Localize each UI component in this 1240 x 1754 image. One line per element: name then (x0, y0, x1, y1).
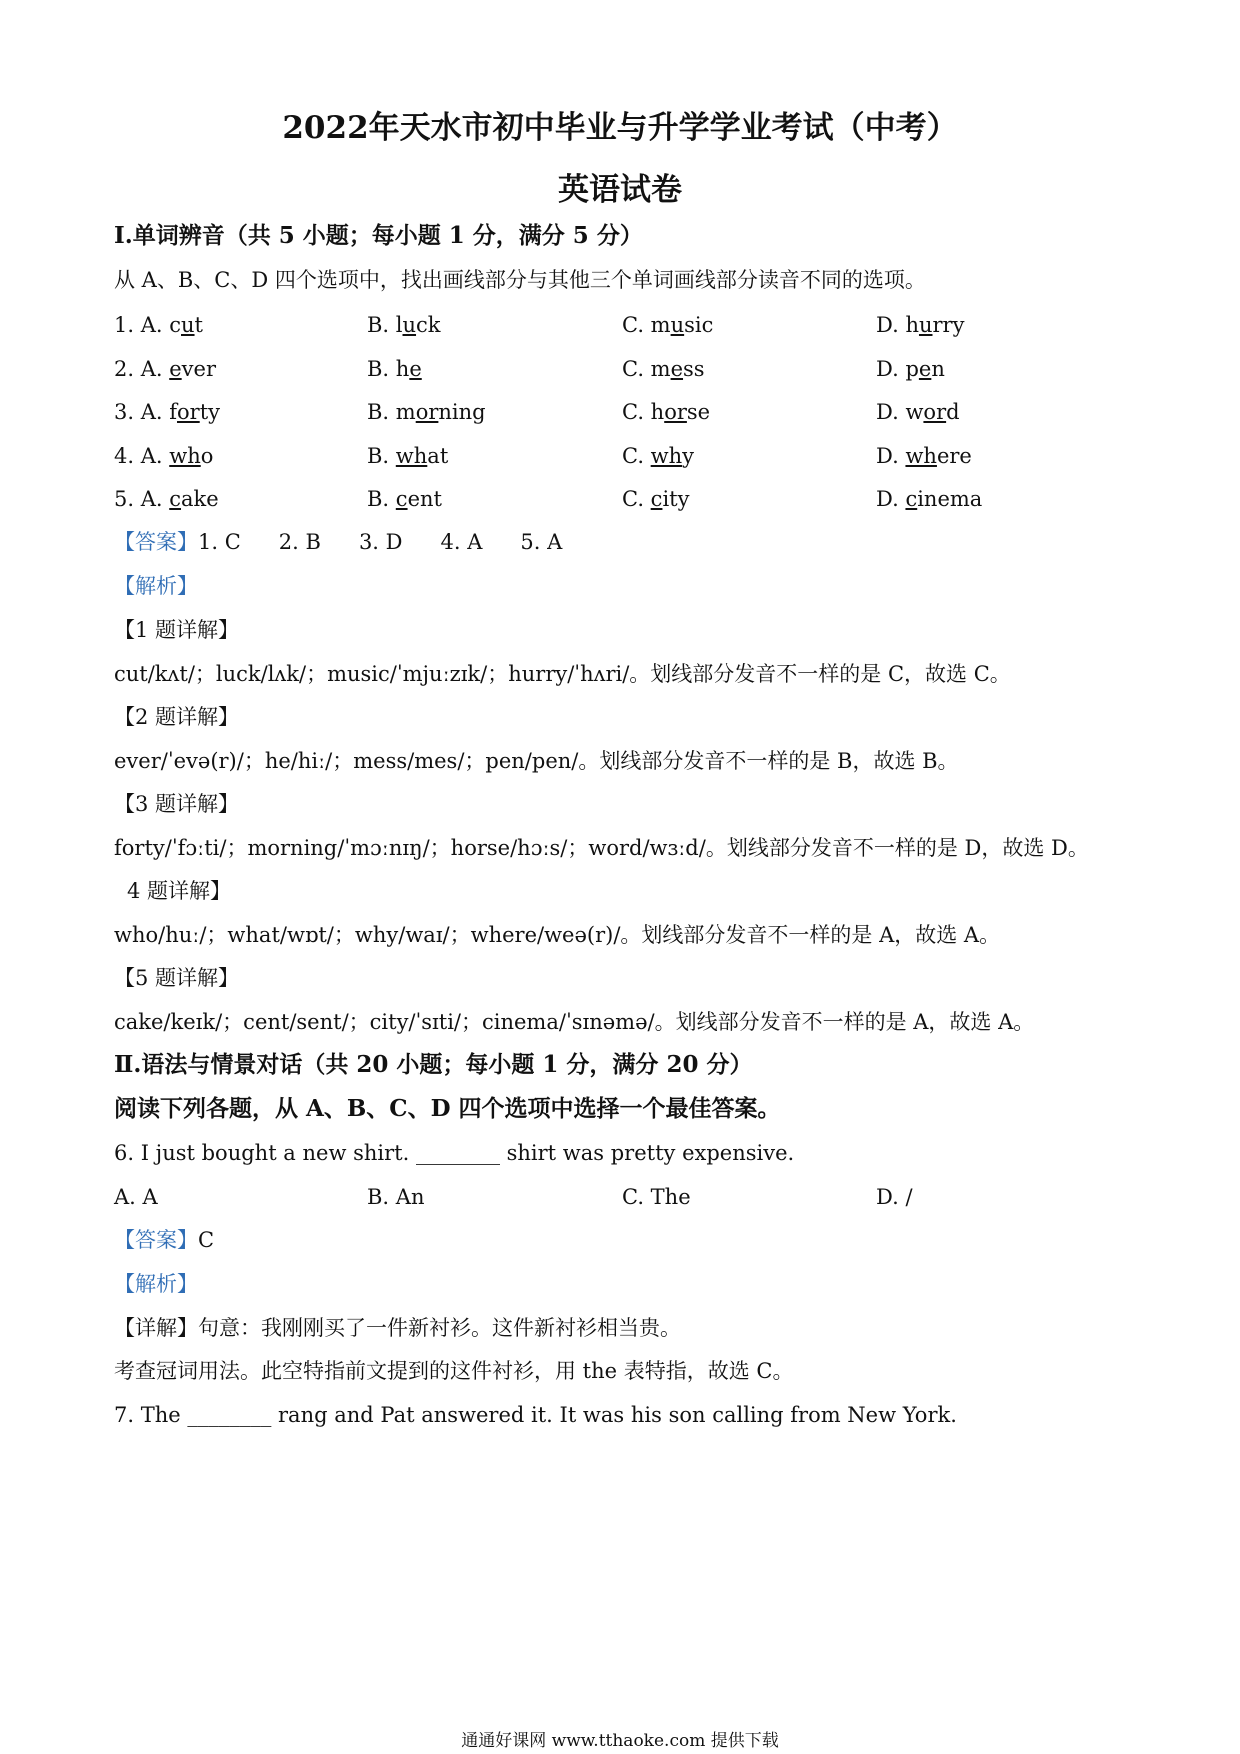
q4-option-d: D. where (876, 444, 972, 468)
detail-label-4: 4 题详解】 (127, 879, 232, 903)
detail-text-3: forty/ˈfɔːti/；morning/ˈmɔːnɪŋ/；horse/hɔːs/；word/wɜːd/。划线部分发音不一样的是 D，故选 D。 (114, 836, 1089, 860)
exam-title: 2022年天水市初中毕业与升学学业考试（中考） (282, 110, 958, 146)
q6-answer-label: 【答案】 (114, 1228, 198, 1252)
answer-1: 1. C (198, 530, 241, 554)
underlined-letters: c (169, 487, 181, 511)
q5-option-a: 5. A. cake (114, 487, 219, 511)
q5-option-c: C. city (622, 487, 690, 511)
underlined-letters: e (918, 357, 932, 381)
q6-analysis-label: 【解析】 (114, 1272, 198, 1296)
q3-option-b: B. morning (367, 400, 486, 424)
q1-option-c: C. music (622, 313, 714, 337)
q6-detail-1: 【详解】句意：我刚刚买了一件新衬衫。这件新衬衫相当贵。 (114, 1316, 681, 1340)
q5-option-d: D. cinema (876, 487, 983, 511)
q1-option-a: 1. A. cut (114, 313, 203, 337)
underlined-letters: u (670, 313, 685, 337)
detail-label-3: 【3 题详解】 (114, 792, 240, 816)
underlined-letters: wh (905, 444, 937, 468)
underlined-letters: or (664, 400, 687, 424)
underlined-letters: c (905, 487, 918, 511)
section1-heading: Ⅰ.单词辨音（共 5 小题；每小题 1 分，满分 5 分） (114, 222, 643, 249)
answer-line (114, 528, 562, 556)
answer-4: 4. A (440, 530, 483, 554)
question-7-stem: 7. The ________ rang and Pat answered it. It was his son calling from New York. (114, 1403, 957, 1427)
underlined-letters: c (650, 487, 663, 511)
underlined-letters: wh (650, 444, 683, 468)
detail-text-2: ever/ˈevə(r)/；he/hiː/；mess/mes/；pen/pen/。划线部分发音不一样的是 B，故选 B。 (114, 749, 959, 773)
detail-text-4: who/huː/；what/wɒt/；why/waɪ/；where/weə(r)/。划线部分发音不一样的是 A，故选 A。 (114, 923, 1001, 947)
exam-subtitle: 英语试卷 (558, 172, 682, 208)
answer-3: 3. D (358, 530, 403, 554)
question-number: 5. A. (114, 487, 170, 511)
underlined-letters: or (923, 400, 947, 424)
q1-option-b: B. luck (367, 313, 441, 337)
underlined-letters: wh (395, 444, 428, 468)
underlined-letters: e (409, 357, 422, 381)
q4-option-b: B. what (367, 444, 449, 468)
q2-option-a: 2. A. ever (114, 357, 217, 381)
q1-option-d: D. hurry (876, 313, 965, 337)
section2-heading: Ⅱ.语法与情景对话（共 20 小题；每小题 1 分，满分 20 分） (114, 1051, 753, 1078)
q3-option-d: D. word (876, 400, 960, 424)
q6-answer-value: C (198, 1228, 215, 1252)
q6-answer (114, 1226, 214, 1254)
answer-2: 2. B (278, 530, 321, 554)
answer-5: 5. A (520, 530, 563, 554)
section1-instruction: 从 A、B、C、D 四个选项中，找出画线部分与其他三个单词画线部分读音不同的选项。 (114, 268, 926, 292)
detail-label-5: 【5 题详解】 (114, 966, 240, 990)
underlined-letters: wh (169, 444, 201, 468)
detail-label-1: 【1 题详解】 (114, 618, 240, 642)
q6-option-b: B. An (367, 1185, 425, 1209)
q2-option-d: D. pen (876, 357, 945, 381)
underlined-letters: e (169, 357, 182, 381)
question-number: 1. A. (114, 313, 170, 337)
underlined-letters: u (181, 313, 195, 337)
q2-option-c: C. mess (622, 357, 705, 381)
q6-option-d: D. / (876, 1185, 913, 1209)
q3-option-c: C. horse (622, 400, 711, 424)
answer-label: 【答案】 (114, 530, 198, 554)
underlined-letters: or (415, 400, 439, 424)
q5-option-b: B. cent (367, 487, 442, 511)
underlined-letters: u (918, 313, 933, 337)
underlined-letters: or (177, 400, 200, 424)
underlined-letters: u (402, 313, 417, 337)
q4-option-a: 4. A. who (114, 444, 214, 468)
underlined-letters: e (670, 357, 684, 381)
q6-detail-2: 考查冠词用法。此空特指前文提到的这件衬衫，用 the 表特指，故选 C。 (114, 1359, 794, 1383)
q6-option-c: C. The (622, 1185, 691, 1209)
question-number: 3. A. (114, 400, 170, 424)
detail-text-5: cake/keɪk/；cent/sent/；city/ˈsɪti/；cinema/ˈsɪnəmə/。划线部分发音不一样的是 A，故选 A。 (114, 1010, 1035, 1034)
question-number: 2. A. (114, 357, 170, 381)
q2-option-b: B. he (367, 357, 422, 381)
q3-option-a: 3. A. forty (114, 400, 221, 424)
detail-text-1: cut/kʌt/；luck/lʌk/；music/ˈmjuːzɪk/；hurry/ˈhʌri/。划线部分发音不一样的是 C，故选 C。 (114, 662, 1011, 686)
q6-option-a: A. A (114, 1185, 158, 1209)
analysis-label: 【解析】 (114, 574, 198, 598)
detail-label-2: 【2 题详解】 (114, 705, 240, 729)
underlined-letters: c (395, 487, 408, 511)
question-6-stem: 6. I just bought a new shirt. ________ shirt was pretty expensive. (114, 1141, 795, 1165)
question-number: 4. A. (114, 444, 170, 468)
page-footer: 通通好课网 www.tthaoke.com 提供下载 (461, 1731, 779, 1751)
section2-instruction: 阅读下列各题，从 A、B、C、D 四个选项中选择一个最佳答案。 (114, 1095, 781, 1122)
q4-option-c: C. why (622, 444, 695, 468)
